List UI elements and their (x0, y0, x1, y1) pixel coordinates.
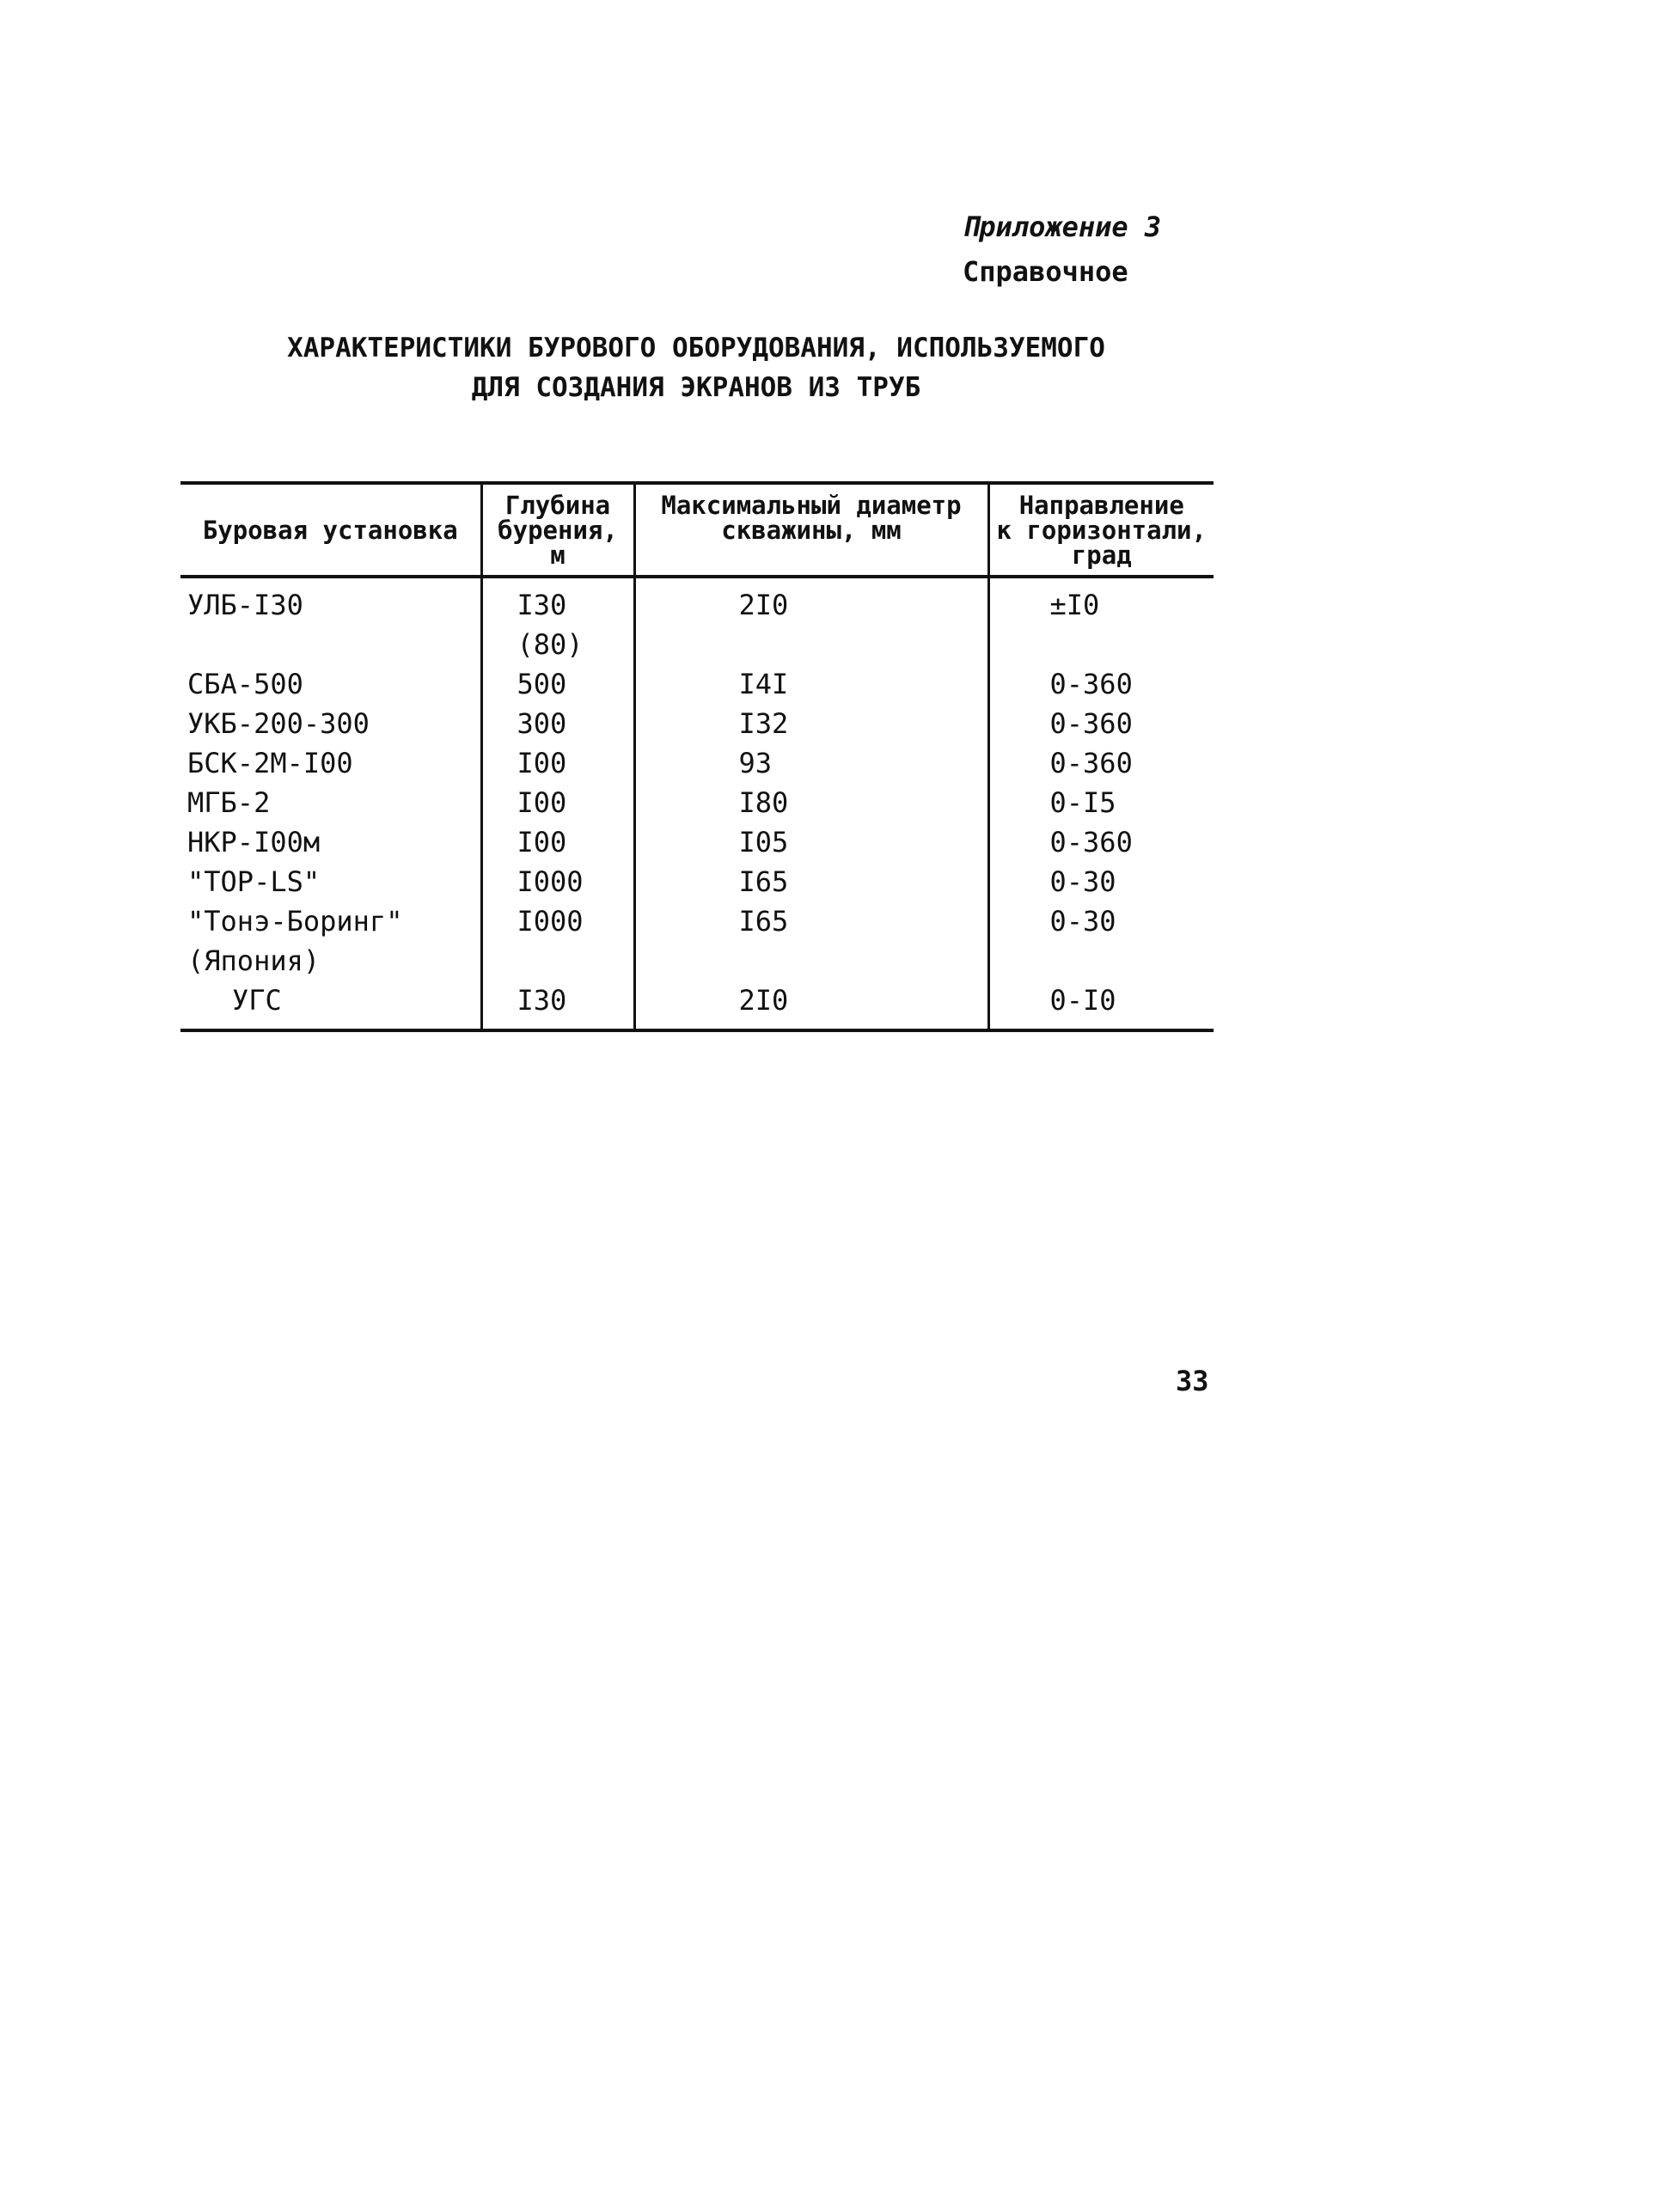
cell-rig: СБА-500 (187, 668, 303, 700)
appendix-type: Справочное (963, 255, 1128, 288)
header-direction-line: Направление (1018, 491, 1184, 520)
title-line-1: ХАРАКТЕРИСТИКИ БУРОВОГО ОБОРУДОВАНИЯ, ИСПОЛЬЗУЕМОГО (287, 333, 1105, 364)
header-depth-line: Глубина (504, 491, 611, 520)
cell-direction: ±I0 (988, 577, 1214, 625)
cell-rig: УКБ-200-300 (187, 707, 370, 740)
cell-direction (988, 625, 1214, 664)
table-row (180, 743, 1214, 783)
cell-depth: (80) (481, 625, 634, 664)
cell-diameter: I65 (634, 901, 988, 941)
cell-direction: 0-30 (988, 862, 1214, 901)
cell-diameter: I65 (634, 862, 988, 901)
cell-direction: 0-360 (988, 822, 1214, 862)
table-row (180, 783, 1214, 822)
header-direction-line: град (1071, 541, 1132, 570)
table-row (180, 981, 1214, 1030)
cell-diameter (634, 941, 988, 981)
cell-depth: I00 (481, 783, 634, 822)
cell-rig: "ТОР-LS" (187, 865, 321, 898)
page-number: 33 (1176, 1365, 1209, 1397)
cell-direction: 0-360 (988, 664, 1214, 704)
cell-rig: УЛБ-I30 (187, 589, 303, 621)
cell-depth: I000 (481, 862, 634, 901)
cell-depth: 500 (481, 664, 634, 704)
cell-rig: НКР-I00м (187, 826, 321, 859)
header-diameter-line: скважины, мм (721, 516, 902, 545)
cell-direction: 0-30 (988, 901, 1214, 941)
cell-depth: I00 (481, 822, 634, 862)
table-row (180, 822, 1214, 862)
cell-diameter: 2I0 (634, 577, 988, 625)
cell-diameter: I4I (634, 664, 988, 704)
header-diameter (634, 483, 988, 577)
header-diameter-line: Максимальный диаметр (661, 491, 962, 520)
table-header-row (180, 483, 1214, 577)
cell-diameter: I05 (634, 822, 988, 862)
header-rig-text: Буровая установка (202, 516, 458, 545)
cell-rig (180, 625, 481, 664)
cell-depth (481, 941, 634, 981)
table-row (180, 577, 1214, 625)
header-depth-line: м (550, 541, 566, 570)
cell-direction (988, 941, 1214, 981)
appendix-header (963, 205, 1161, 294)
table-row (180, 941, 1214, 981)
cell-direction: 0-I0 (988, 981, 1214, 1030)
cell-direction: 0-360 (988, 743, 1214, 783)
header-direction (988, 483, 1214, 577)
document-title (172, 328, 1220, 407)
equipment-table-wrapper (180, 481, 1214, 1032)
cell-rig: УГС (180, 981, 481, 1030)
table-row (180, 704, 1214, 743)
header-depth-line: бурения, (498, 516, 618, 545)
cell-depth: I30 (481, 577, 634, 625)
cell-rig: (Япония) (187, 944, 321, 977)
header-direction-line: к горизонтали, (996, 516, 1207, 545)
cell-direction: 0-360 (988, 704, 1214, 743)
cell-depth: I000 (481, 901, 634, 941)
cell-depth: I30 (481, 981, 634, 1030)
header-rig (180, 483, 481, 577)
cell-direction: 0-I5 (988, 783, 1214, 822)
cell-depth: 300 (481, 704, 634, 743)
equipment-table (180, 481, 1214, 1032)
cell-diameter: I80 (634, 783, 988, 822)
cell-rig: БСК-2М-I00 (187, 747, 353, 779)
appendix-label: Приложение 3 (963, 211, 1162, 243)
cell-diameter (634, 625, 988, 664)
header-depth (481, 483, 634, 577)
cell-diameter: 93 (634, 743, 988, 783)
table-row (180, 625, 1214, 664)
cell-depth: I00 (481, 743, 634, 783)
table-row (180, 664, 1214, 704)
table-row (180, 862, 1214, 901)
cell-rig: МГБ-2 (187, 786, 271, 819)
table-row (180, 901, 1214, 941)
cell-rig: "Тонэ-Боринг" (187, 905, 403, 938)
cell-diameter: 2I0 (634, 981, 988, 1030)
cell-diameter: I32 (634, 704, 988, 743)
title-line-2: ДЛЯ СОЗДАНИЯ ЭКРАНОВ ИЗ ТРУБ (471, 372, 921, 403)
